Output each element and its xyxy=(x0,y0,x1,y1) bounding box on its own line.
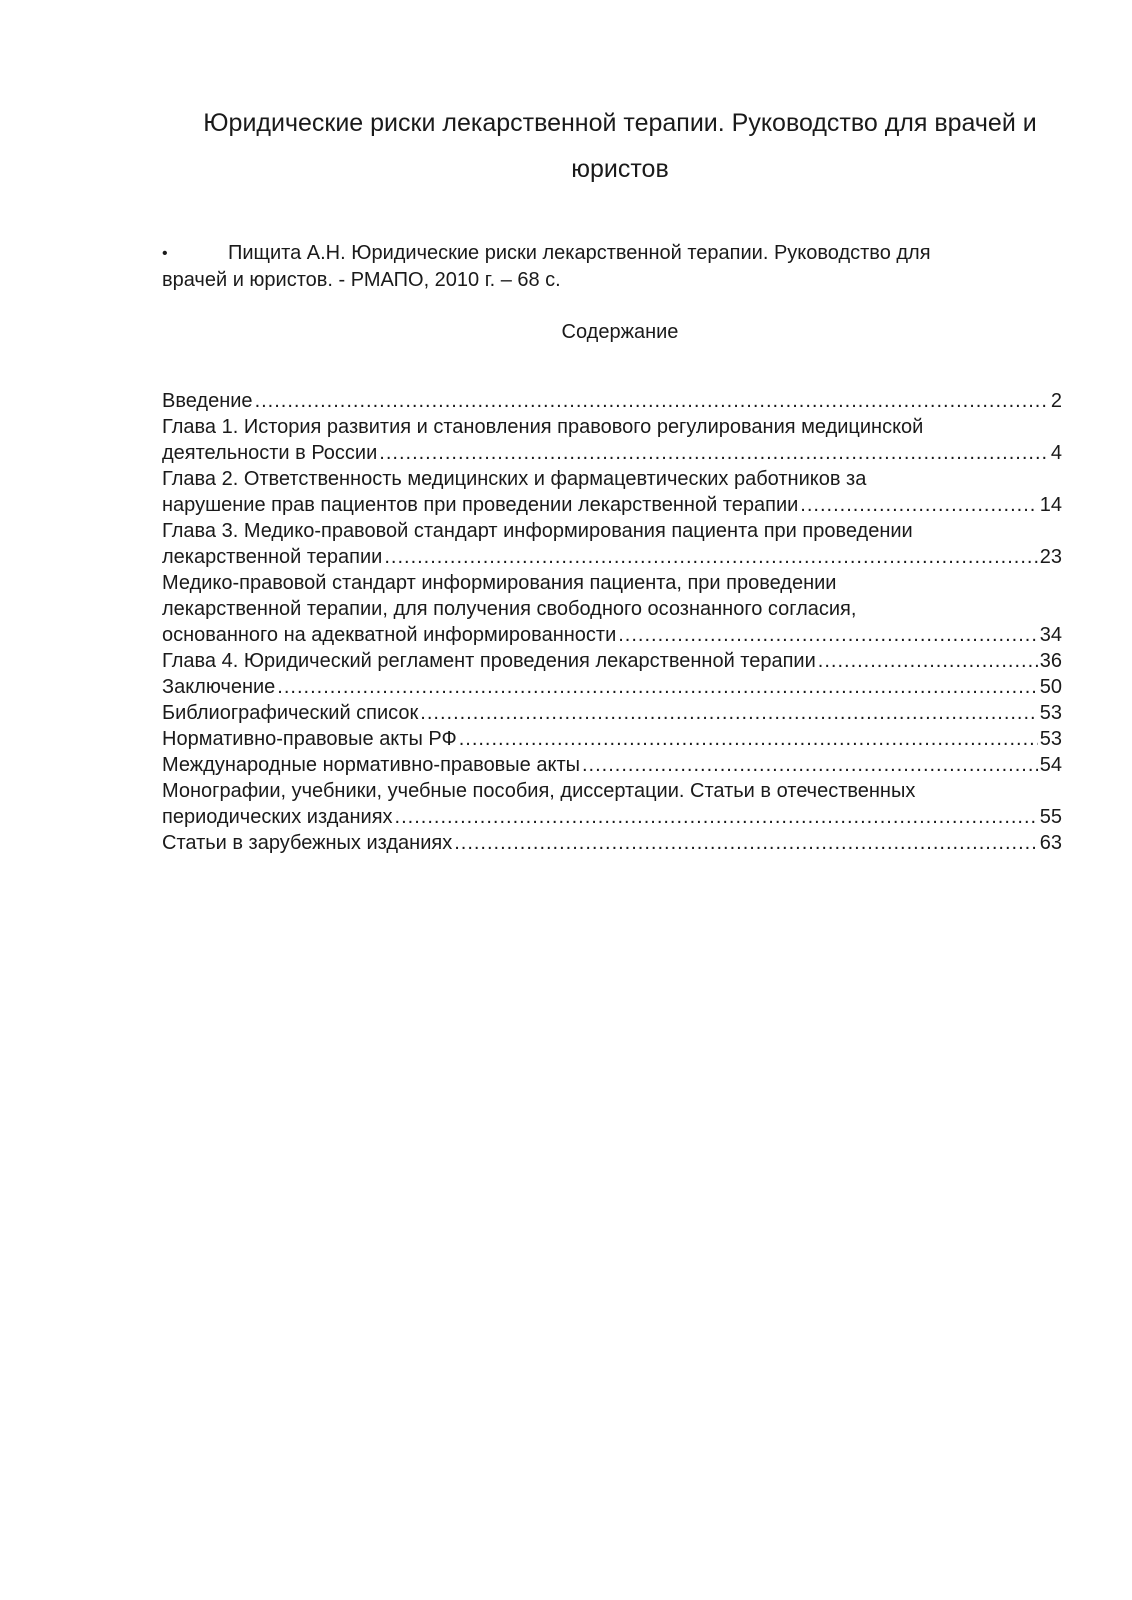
toc-entry[interactable] xyxy=(162,466,1062,518)
dot-leader xyxy=(818,648,1038,674)
toc-entry-line xyxy=(162,804,1062,830)
toc-page-number: 34 xyxy=(1039,624,1062,646)
toc-entry-title: нарушение прав пациентов при проведении лекарственной терапии xyxy=(162,494,799,516)
toc-entry-line xyxy=(162,492,1062,518)
toc-heading: Содержание xyxy=(561,321,679,343)
toc-entry-title: основанного на адекватной информированности xyxy=(162,624,617,646)
toc-entry-title: Международные нормативно-правовые акты xyxy=(162,754,580,776)
toc-page-number: 2 xyxy=(1050,390,1062,412)
toc-entry-title-line: Глава 2. Ответственность медицинских и фармацевтических работников за xyxy=(162,468,867,490)
dot-leader xyxy=(420,700,1037,726)
toc-entry-line xyxy=(162,648,1062,674)
dot-leader xyxy=(395,804,1038,830)
toc-entry[interactable] xyxy=(162,414,1062,466)
toc-entry[interactable] xyxy=(162,388,1062,414)
toc-entry-line xyxy=(162,726,1062,752)
toc-entry-title: Библиографический список xyxy=(162,702,419,724)
toc-entry-title-line: Медико-правовой стандарт информирования пациента, при проведении xyxy=(162,572,837,594)
toc-entry[interactable] xyxy=(162,700,1062,726)
dot-leader xyxy=(800,492,1037,518)
toc-page-number: 63 xyxy=(1039,832,1062,854)
reference-line-1: Пищита А.Н. Юридические риски лекарственной терапии. Руководство для xyxy=(228,242,931,264)
toc-entry-line xyxy=(162,544,1062,570)
bibliographic-reference xyxy=(162,240,1062,294)
toc-page-number: 53 xyxy=(1039,702,1062,724)
document-title-line-1: Юридические риски лекарственной терапии. Руководство для врачей и xyxy=(203,109,1037,137)
document-title-line-2: юристов xyxy=(571,155,669,183)
toc-entry-title: периодических изданиях xyxy=(162,806,393,828)
toc-entry-title: Введение xyxy=(162,390,253,412)
toc-entry-line xyxy=(162,700,1062,726)
document-title xyxy=(160,100,1080,192)
toc-page-number: 4 xyxy=(1050,442,1062,464)
toc-entry-line xyxy=(162,622,1062,648)
toc-entry-line xyxy=(162,752,1062,778)
toc-page-number: 55 xyxy=(1039,806,1062,828)
dot-leader xyxy=(582,752,1038,778)
toc-entry-line xyxy=(162,674,1062,700)
toc-page-number: 53 xyxy=(1039,728,1062,750)
toc-entry-line xyxy=(162,440,1062,466)
dot-leader xyxy=(454,830,1038,856)
toc-entry[interactable] xyxy=(162,518,1062,570)
toc-page-number: 50 xyxy=(1039,676,1062,698)
toc-entry-title: лекарственной терапии xyxy=(162,546,383,568)
bullet-icon: • xyxy=(162,245,168,262)
dot-leader xyxy=(459,726,1038,752)
toc-entry-title: Нормативно-правовые акты РФ xyxy=(162,728,457,750)
toc-entry-title: Статьи в зарубежных изданиях xyxy=(162,832,453,854)
toc-page-number: 36 xyxy=(1039,650,1062,672)
toc-entry[interactable] xyxy=(162,726,1062,752)
toc-entry-title: деятельности в России xyxy=(162,442,378,464)
toc-entry-title: Глава 4. Юридический регламент проведения лекарственной терапии xyxy=(162,650,816,672)
dot-leader xyxy=(379,440,1049,466)
toc-entry-title-line: Глава 3. Медико-правовой стандарт информирования пациента при проведении xyxy=(162,520,913,542)
toc-entry[interactable] xyxy=(162,778,1062,830)
dot-leader xyxy=(277,674,1037,700)
toc-entry-title: Заключение xyxy=(162,676,276,698)
reference-line-2: врачей и юристов. - РМАПО, 2010 г. – 68 с. xyxy=(162,269,561,291)
toc-entry[interactable] xyxy=(162,570,1062,648)
dot-leader xyxy=(255,388,1049,414)
table-of-contents xyxy=(162,388,1062,856)
toc-entry[interactable] xyxy=(162,648,1062,674)
toc-page-number: 14 xyxy=(1039,494,1062,516)
toc-entry-line xyxy=(162,388,1062,414)
toc-entry[interactable] xyxy=(162,830,1062,856)
dot-leader xyxy=(384,544,1037,570)
toc-page-number: 23 xyxy=(1039,546,1062,568)
toc-page-number: 54 xyxy=(1039,754,1062,776)
toc-entry-title-line: Глава 1. История развития и становления правового регулирования медицинской xyxy=(162,416,924,438)
toc-entry-title-line: лекарственной терапии, для получения свободного осознанного согласия, xyxy=(162,598,857,620)
toc-entry[interactable] xyxy=(162,752,1062,778)
dot-leader xyxy=(618,622,1038,648)
toc-entry[interactable] xyxy=(162,674,1062,700)
toc-entry-line xyxy=(162,830,1062,856)
toc-entry-title-line: Монографии, учебники, учебные пособия, диссертации. Статьи в отечественных xyxy=(162,780,916,802)
